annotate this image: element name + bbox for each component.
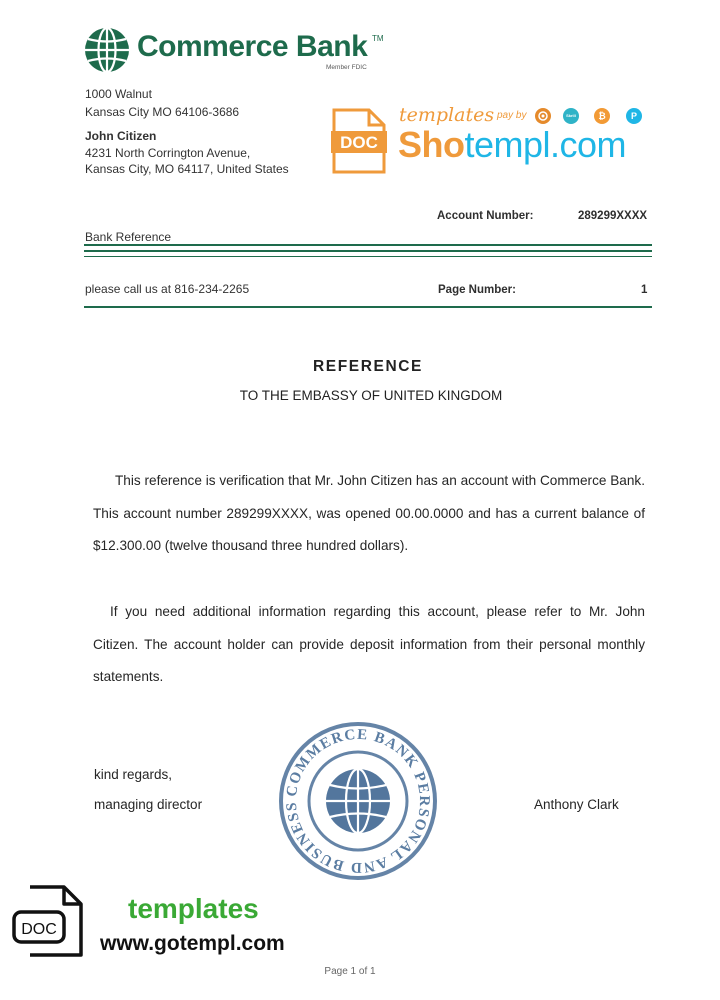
bottom-templates: templates (128, 893, 259, 924)
recipient-address-line1: 4231 North Corrington Avenue, (85, 146, 251, 160)
divider-top-3 (84, 256, 652, 257)
letter-title: REFERENCE (313, 358, 423, 375)
page-number-label: Page Number: (438, 284, 516, 296)
seal-text: COMMERCE BANK PERSONAL AND BUSINESS (283, 726, 433, 876)
doc-label: DOC (340, 133, 378, 152)
divider-top-1 (84, 244, 652, 246)
letter-subtitle: TO THE EMBASSY OF UNITED KINGDOM (239, 388, 503, 403)
watermark-brand (398, 124, 626, 166)
brand-part1: Sho (398, 124, 465, 165)
doc-file-icon (331, 107, 387, 175)
divider-bottom (84, 306, 652, 308)
doc-file-icon-bottom (12, 884, 84, 958)
page-footer: Page 1 of 1 (324, 966, 376, 977)
doc-label-bottom: DOC (21, 921, 57, 938)
trademark-mark: TM (372, 34, 384, 43)
card-icon (535, 108, 551, 124)
bank-reference: Bank Reference (85, 230, 172, 244)
divider-top-2 (84, 250, 652, 252)
bitcoin-icon: ₿ (594, 108, 610, 124)
brand-part2: templ.com (464, 124, 627, 165)
paragraph-1 (93, 465, 645, 563)
bank-address-line2: Kansas City MO 64106-3686 (85, 105, 240, 119)
bank-address-line1: 1000 Walnut (85, 87, 152, 101)
phone-contact: please call us at 816-234-2265 (85, 282, 250, 296)
bank-seal-stamp (278, 721, 438, 881)
commerce-bank-globe-logo (84, 27, 130, 73)
signer-name: Anthony Clark (534, 797, 619, 812)
page-number-value: 1 (641, 284, 648, 296)
account-number-value: 289299XXXX (578, 210, 648, 222)
account-number-label: Account Number: (437, 210, 534, 222)
paragraph-2-text: If you need additional information regarding this account, please refer to Mr. John Citizen. The account holder can provide deposit information from their personal monthly statements. (93, 604, 645, 684)
bottom-url[interactable]: www.gotempl.com (100, 932, 285, 955)
watermark-templates: templates (399, 104, 495, 126)
skrill-icon: Skrill (563, 108, 579, 124)
signer-title: managing director (94, 797, 203, 812)
paragraph-1-text: This reference is verification that Mr. John Citizen has an account with Commerce Bank. This account number 289299XXXX, was opened 00.00.0000 and has a current balance of $12.300.00 (twelve thousand three hundred dollars). (93, 473, 645, 553)
member-fdic: Member FDIC (326, 64, 367, 71)
paypal-icon: P (626, 108, 642, 124)
recipient-name: John Citizen (85, 129, 157, 143)
watermark-pay-by: pay by (497, 110, 527, 121)
paragraph-2 (93, 596, 645, 694)
closing: kind regards, (94, 767, 173, 782)
recipient-address-line2: Kansas City, MO 64117, United States (85, 162, 289, 176)
bank-name: Commerce Bank (137, 30, 368, 63)
